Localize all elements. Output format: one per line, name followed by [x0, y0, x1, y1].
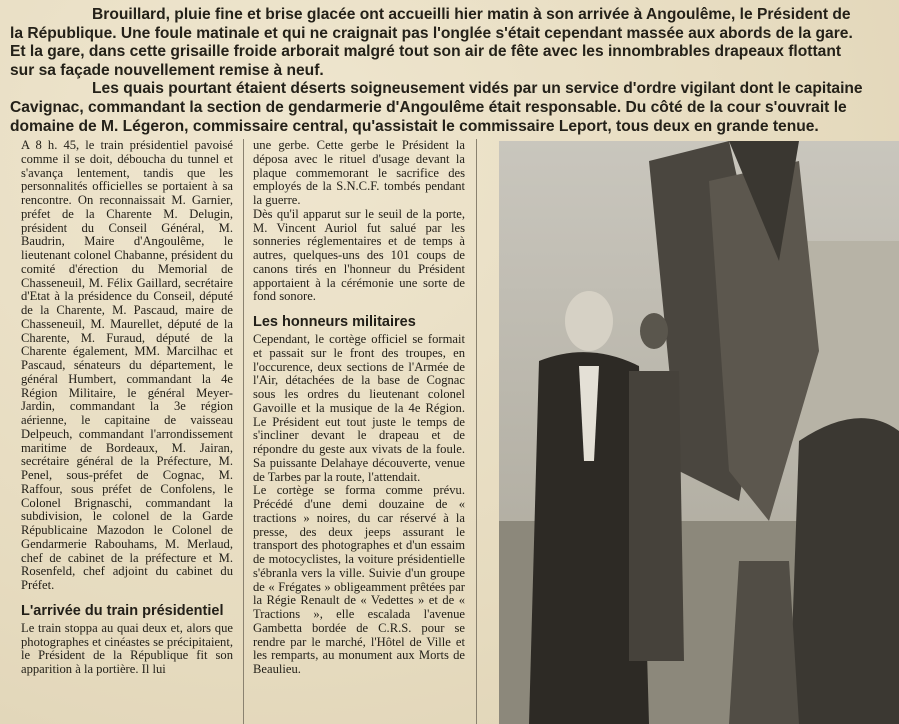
- figure-head: [565, 291, 613, 351]
- lead-paragraph: [10, 6, 899, 136]
- column-paragraph: Cependant, le cortège officiel se formait et passait sur le front des troupes, en l'occurence, deux sections de l'Armée de l'Air, détachées de la base de Cognac sous les ordres du lieutenant colonel Gavoille et la musique de la 4e Région. Le Président eut tout juste le temps de s'incliner devant le drapeau et de répondre du geste aux vivats de la foule. Sa puissante Delahaye découverte, venue de Tarbes par la route, l'attendait.: [253, 332, 465, 484]
- column-paragraph: A 8 h. 45, le train présidentiel pavoisé comme il se doit, débouchа du tunnel et s'avança lentement, tandis que les personnalités officielles se portaient à sa rencontre. On reconnaissait M. Garnier, préfet de la Charente M. Delugin, président du Conseil Général, M. Baudrin, Maire d'Angoulême, le lieutenant colonel Chabanne, président du comité d'érection du Memorial de Chasseneuil, M. Félix Gaillard, secrétaire d'Etat à la présidence du Conseil, député de la Charente, M. Pascaud, maire de Chasseneuil, M. Maurellet, député de la Charente, M. Furaud, député de la Charente également, MM. Marcilhac et Pascaud, sénateurs du département, le général Humbert, commandant la 4e Région Militaire, le général Meyer-Jardin, commandant la 3e région aérienne, le capitaine de vaisseau Delpeuch, commandant l'arrondissement maritime de Bordeaux, M. Jairan, secrétaire général de la Préfecture, M. Penel, sous-préfet de Cognac, M. Raffour, sous préfet de Confolens, le Colonel Brignaschi, commandant la subdivision, le colonel de la Garde Républicaine Mazodon le Colonel de Gendarmerie Rabouhams, M. Merlaud, chef de cabinet de la préfecture et M. Rosenfeld, chef adjoint du cabinet du Préfet.: [21, 138, 233, 592]
- column-paragraph: Le train stoppa au quai deux et, alors que photographes et cinéastes se précipitaient, le Président de la République fit son apparition à la portière. Il lui: [21, 620, 233, 676]
- president-photo: [499, 141, 899, 724]
- photo-illustration: [499, 141, 899, 724]
- article-column-1: [21, 139, 233, 677]
- section-heading: L'arrivée du train présidentiel: [21, 602, 224, 619]
- article-column-2: [253, 139, 465, 677]
- lead-line: domaine de M. Légeron, commissaire central, qu'assistait le commissaire Leport, tous deux en grande tenue.: [10, 117, 819, 135]
- lead-line: Brouillard, pluie fine et brise glacée ont accueilli hier matin à son arrivée à Angoulême, le Président de: [92, 6, 851, 23]
- column-paragraph: Dès qu'il apparut sur le seuil de la porte, M. Vincent Auriol fut salué par les sonneries réglementaires et de temps à autres, quelques-uns des 101 coups de canons tirés en l'honneur du Président apportaient à la cérémonie une sorte de fond sonore.: [253, 206, 465, 304]
- column-divider: [243, 139, 244, 724]
- lead-line: Cavignac, commandant la section de gendarmerie d'Angoulême était responsable. Du côté de la cour s'ouvrait le: [10, 98, 847, 116]
- column-paragraph: une gerbe. Cette gerbe le Président la déposa avec le rituel d'usage devant la plaque commemorant le sacrifice des employés de la S.N.C.F. tombés pendant la guerre.: [253, 138, 465, 207]
- section-heading: Les honneurs militaires: [253, 314, 416, 330]
- column-paragraph: Le cortège se forma comme prévu. Précédé d'une demi douzaine de « tractions » noires, du car réservé à la presse, des deux jeeps assurant le transport des photographes et d'un essaim de motocyclistes, la voiture présidentielle s'ébranla vers la ville. Suivie d'un groupe de « Frégates » obligeamment prêtées par la Régie Renault de « Vedettes » et de « Tractions », elle escalada l'avenue Gambetta bordée de C.R.S. pour se rendre par le marché, l'Hôtel de Ville et les remparts, au monument aux Morts de Beaulieu.: [253, 483, 465, 676]
- lead-line: Les quais pourtant étaient déserts soigneusement vidés par un service d'ordre vigilant dont le capitaine: [92, 80, 863, 98]
- lead-line: Et la gare, dans cette grisaille froide arborait malgré tout son air de fête avec les innombrables drapeaux flottant: [10, 43, 842, 61]
- column-divider: [476, 139, 477, 724]
- lead-line: sur sa façade nouvellement remise à neuf.: [10, 61, 324, 79]
- lead-line: la République. Une foule matinale et qui ne craignait pas l'onglée s'était cependant massée aux abords de la gare.: [10, 24, 853, 42]
